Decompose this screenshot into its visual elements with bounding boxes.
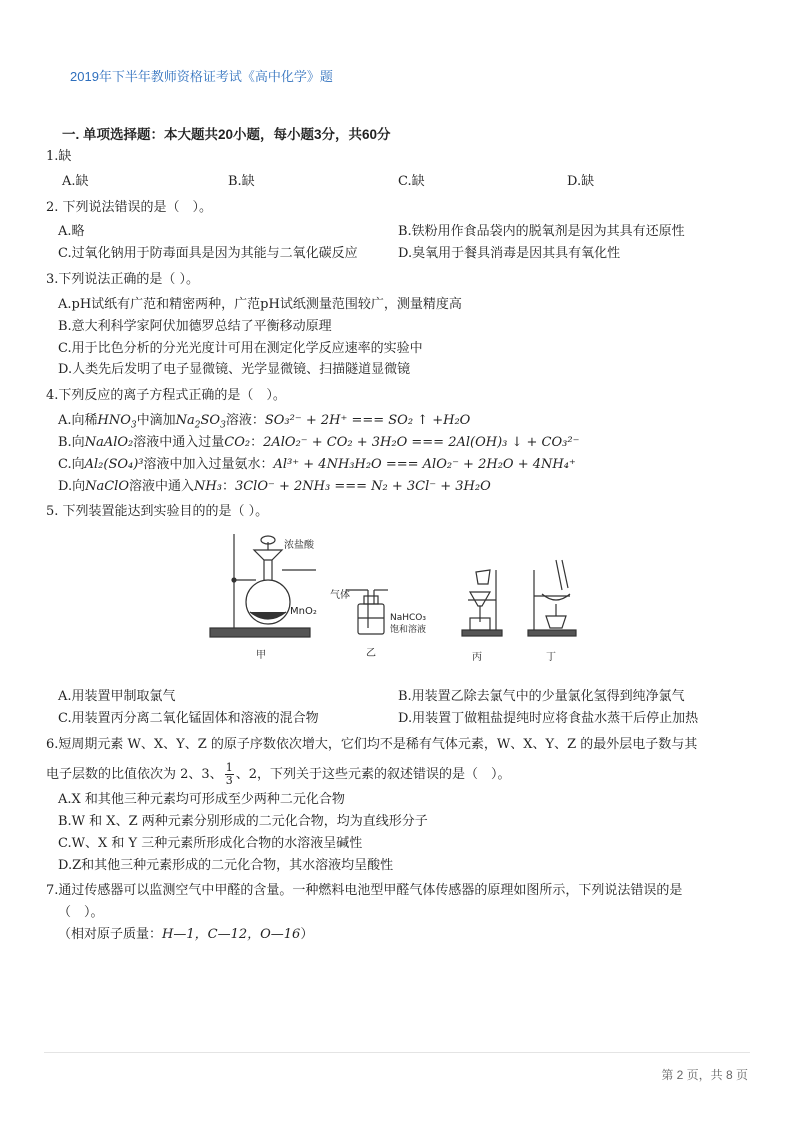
q4-stem: 4.下列反应的离子方程式正确的是（ ）。 — [46, 388, 286, 403]
q6-stem-line1: 6.短周期元素 W、X、Y、Z 的原子序数依次增大，它们均不是稀有气体元素，W、X、Y、Z 的最外层电子数与其 — [46, 737, 698, 752]
q3-option-b: B.意大利科学家阿伏加德罗总结了平衡移动原理 — [58, 319, 332, 334]
page-number: 第 2 页，共 8 页 — [661, 1068, 748, 1082]
q6-option-b: B.W 和 X、Z 两种元素分别形成的二元化合物，均为直线形分子 — [58, 814, 428, 829]
section-title: 一. 单项选择题：本大题共20小题，每小题3分，共60分 — [62, 127, 391, 142]
q5-option-b: B.用装置乙除去氯气中的少量氯化氢得到纯净氯气 — [398, 689, 685, 704]
q3-option-a: A.pH试纸有广范和精密两种，广范pH试纸测量范围较广，测量精度高 — [58, 297, 462, 312]
q7-stem-line1: 7.通过传感器可以监测空气中甲醛的含量。一种燃料电池型甲醛气体传感器的原理如图所示，下列说法错误的是 — [46, 883, 683, 898]
apparatus-ding-icon — [528, 560, 576, 636]
q2-option-d: D.臭氧用于餐具消毒是因其具有氧化性 — [398, 246, 621, 261]
q3-option-d: D.人类先后发明了电子显微镜、光学显微镜、扫描隧道显微镜 — [58, 362, 411, 377]
q1-option-c: C.缺 — [398, 174, 425, 189]
q1-option-a: A.缺 — [62, 174, 89, 189]
q2-option-b: B.铁粉用作食品袋内的脱氧剂是因为其具有还原性 — [398, 224, 685, 239]
q3-stem: 3.下列说法正确的是（ ）。 — [46, 272, 200, 287]
q5-option-d: D.用装置丁做粗盐提纯时应将食盐水蒸干后停止加热 — [398, 711, 699, 726]
q7-stem-line2: （ ）。 — [58, 905, 104, 920]
q7-note: （相对原子质量：H—1，C—12，O—16） — [58, 927, 314, 942]
q5-option-a: A.用装置甲制取氯气 — [58, 689, 176, 704]
q4-b-equation: 2AlO₂⁻ + CO₂ + 3H₂O === 2Al(OH)₃ ↓ + CO₃²⁻ — [263, 435, 580, 450]
q4-option-d: D.向NaClO溶液中通入NH₃：3ClO⁻ + 2NH₃ === N₂ + 3Cl⁻ + 3H₂O — [58, 479, 491, 494]
q6-option-a: A.X 和其他三种元素均可形成至少两种二元化合物 — [58, 792, 345, 807]
page-header-title: 2019年下半年教师资格证考试《高中化学》题 — [70, 69, 333, 84]
label-saturated: 饱和溶液 — [390, 625, 427, 635]
caption-ding: 丁 — [546, 652, 556, 663]
q1-option-d: D.缺 — [567, 174, 595, 189]
label-gas: 气体 — [330, 590, 350, 601]
caption-jia: 甲 — [256, 650, 266, 661]
q1-stem: 1.缺 — [46, 149, 72, 164]
q4-c-equation: Al³⁺ + 4NH₃H₂O === AlO₂⁻ + 2H₂O + 4NH₄⁺ — [273, 457, 576, 472]
q4-a-equation: SO₃²⁻ + 2H⁺ === SO₂ ↑ +H₂O — [264, 413, 471, 428]
q4-option-b: B.向NaAlO₂溶液中通入过量CO₂：2AlO₂⁻ + CO₂ + 3H₂O === 2Al(OH)₃ ↓ + CO₃²⁻ — [58, 435, 580, 450]
footer-divider — [44, 1052, 750, 1053]
label-mno2: MnO₂ — [290, 606, 317, 617]
q3-option-c: C.用于比色分析的分光光度计可用在测定化学反应速率的实验中 — [58, 341, 423, 356]
q2-option-a: A.略 — [58, 224, 85, 239]
q6-fraction: $\frac{1}{3}$ — [225, 761, 233, 787]
apparatus-yi-icon — [346, 590, 388, 634]
q1-option-b: B.缺 — [228, 174, 255, 189]
q6-stem-line2: 电子层数的比值依次为 2、3、 $\frac{1}{3}$ 、2，下列关于这些元素的叙述错误的是（ ）。 — [46, 761, 511, 787]
q6-option-d: D.Z和其他三种元素形成的二元化合物，其水溶液均呈酸性 — [58, 858, 394, 873]
q4-option-a: A.向稀$HNO_3$中滴加$Na_2SO_3$溶液：SO₃²⁻ + 2H⁺ === SO₂ ↑ +H₂O — [58, 413, 471, 431]
q6-option-c: C.W、X 和 Y 三种元素所形成化合物的水溶液呈碱性 — [58, 836, 363, 851]
apparatus-bing-icon — [462, 570, 502, 636]
q5-stem: 5. 下列装置能达到实验目的的是（ ）。 — [46, 504, 269, 519]
q2-stem: 2. 下列说法错误的是（ ）。 — [46, 200, 213, 215]
q5-apparatus-figure — [206, 530, 596, 670]
label-nahco3: NaHCO₃ — [390, 613, 426, 623]
caption-bing: 丙 — [472, 652, 482, 663]
q2-option-c: C.过氧化钠用于防毒面具是因为其能与二氧化碳反应 — [58, 246, 358, 261]
q4-option-c: C.向Al₂(SO₄)³溶液中加入过量氨水：Al³⁺ + 4NH₃H₂O === AlO₂⁻ + 2H₂O + 4NH₄⁺ — [58, 457, 576, 472]
q5-option-c: C.用装置丙分离二氧化锰固体和溶液的混合物 — [58, 711, 319, 726]
caption-yi: 乙 — [366, 648, 376, 659]
q4-d-equation: 3ClO⁻ + 2NH₃ === N₂ + 3Cl⁻ + 3H₂O — [234, 479, 491, 494]
label-hcl: 浓盐酸 — [284, 540, 314, 551]
